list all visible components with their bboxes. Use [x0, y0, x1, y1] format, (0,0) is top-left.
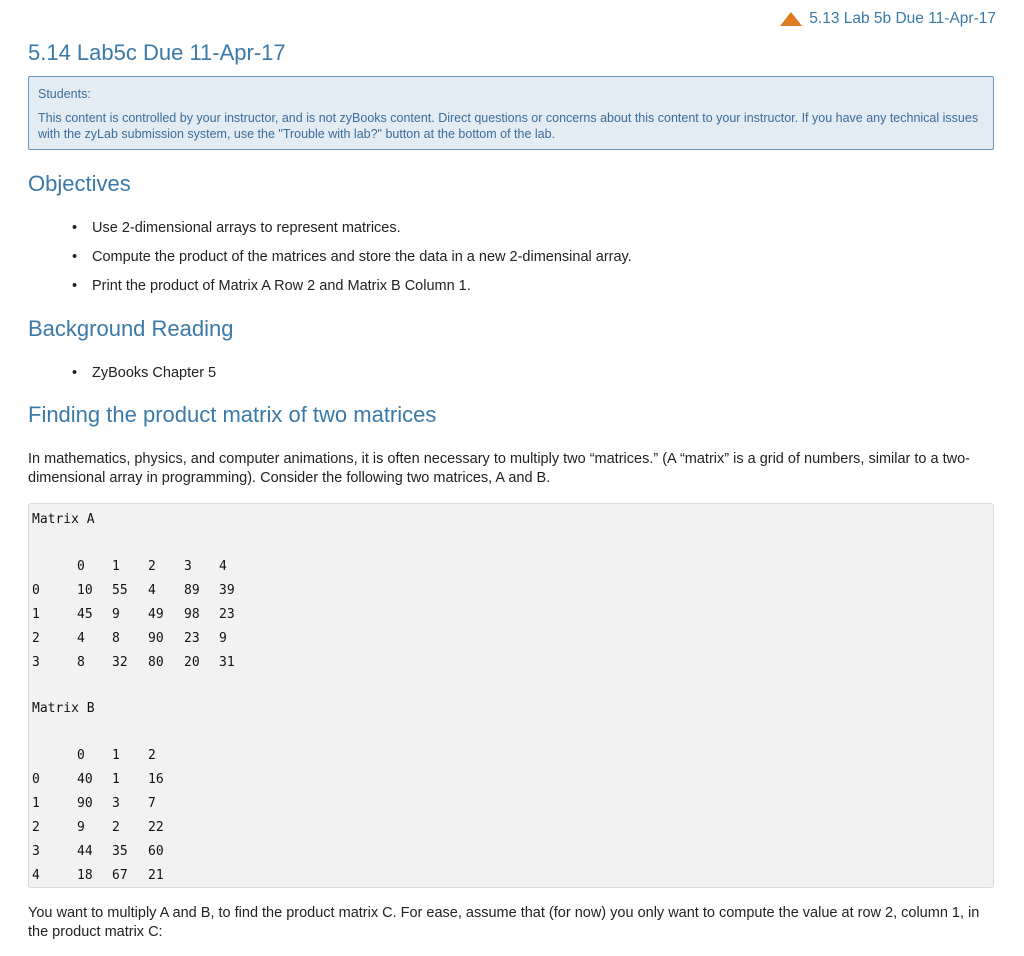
- matrix-a-cell: 8: [112, 631, 120, 646]
- matrix-b-label: Matrix B: [32, 701, 95, 716]
- matrix-a-cell: 32: [112, 655, 128, 670]
- product-matrix-heading: Finding the product matrix of two matrices: [28, 402, 437, 427]
- matrix-a-col-header: 0: [77, 559, 85, 574]
- matrix-b-cell: 44: [77, 844, 93, 859]
- matrix-b-cell: 9: [77, 820, 85, 835]
- matrix-b-cell: 1: [112, 772, 120, 787]
- background-reading-list: [72, 365, 216, 394]
- matrix-b-cell: 35: [112, 844, 128, 859]
- matrix-b-row-index: 2: [32, 820, 40, 835]
- matrix-a-cell: 8: [77, 655, 85, 670]
- matrix-a-cell: 31: [219, 655, 235, 670]
- matrix-a-cell: 23: [184, 631, 200, 646]
- matrix-a-cell: 9: [112, 607, 120, 622]
- matrix-a-row-index: 2: [32, 631, 40, 646]
- matrix-b-cell: 90: [77, 796, 93, 811]
- list-item: • Print the product of Matrix A Row 2 and Matrix B Column 1.: [72, 278, 632, 307]
- matrix-b-col-header: 0: [77, 748, 85, 763]
- matrix-b-cell: 40: [77, 772, 93, 787]
- matrix-b-row-index: 3: [32, 844, 40, 859]
- matrix-a-row-index: 1: [32, 607, 40, 622]
- matrix-a-cell: 98: [184, 607, 200, 622]
- matrix-a-row-index: 0: [32, 583, 40, 598]
- list-item: • Compute the product of the matrices and store the data in a new 2-dimensinal array.: [72, 249, 632, 278]
- matrix-b-cell: 7: [148, 796, 156, 811]
- outro-paragraph: You want to multiply A and B, to find the product matrix C. For ease, assume that (for now) you only want to compute the value at row 2, column 1, in the product matrix C:: [28, 905, 980, 940]
- matrix-a-cell: 39: [219, 583, 235, 598]
- matrix-a-cell: 23: [219, 607, 235, 622]
- matrix-a-cell: 89: [184, 583, 200, 598]
- matrix-b-row-index: 1: [32, 796, 40, 811]
- list-item: • Use 2-dimensional arrays to represent matrices.: [72, 220, 632, 249]
- background-reading-heading: Background Reading: [28, 316, 234, 341]
- matrix-b-row-index: 4: [32, 868, 40, 883]
- matrix-b-cell: 16: [148, 772, 164, 787]
- intro-paragraph: In mathematics, physics, and computer animations, it is often necessary to multiply two “matrices.” (A “matrix” is a grid of numbers, similar to a two-dimensional array in programming). Consider the following two matrices, A and B.: [28, 451, 971, 486]
- matrix-b-cell: 22: [148, 820, 164, 835]
- objectives-list: [72, 220, 632, 307]
- previous-lab-link-label[interactable]: 5.13 Lab 5b Due 11-Apr-17: [809, 10, 996, 27]
- matrix-a-cell: 9: [219, 631, 227, 646]
- matrix-a-col-header: 3: [184, 559, 192, 574]
- matrix-a-cell: 90: [148, 631, 164, 646]
- matrix-a-cell: 20: [184, 655, 200, 670]
- matrix-a-col-header: 4: [219, 559, 227, 574]
- previous-lab-link[interactable]: [779, 10, 996, 28]
- page-title: 5.14 Lab5c Due 11-Apr-17: [28, 40, 286, 65]
- objectives-heading: Objectives: [28, 171, 131, 196]
- matrix-b-cell: 67: [112, 868, 128, 883]
- matrix-a-cell: 4: [148, 583, 156, 598]
- matrix-b-row-index: 0: [32, 772, 40, 787]
- matrix-a-col-header: 1: [112, 559, 120, 574]
- matrix-code-block: [28, 503, 994, 888]
- warning-triangle-icon: [779, 11, 803, 27]
- matrix-a-row-index: 3: [32, 655, 40, 670]
- matrix-a-cell: 80: [148, 655, 164, 670]
- instructor-notice: [28, 76, 994, 150]
- matrix-a-label: Matrix A: [32, 512, 95, 527]
- matrix-a-col-header: 2: [148, 559, 156, 574]
- matrix-a-cell: 10: [77, 583, 93, 598]
- matrix-b-cell: 3: [112, 796, 120, 811]
- list-item: • ZyBooks Chapter 5: [72, 365, 216, 394]
- matrix-b-cell: 60: [148, 844, 164, 859]
- matrix-b-cell: 18: [77, 868, 93, 883]
- notice-body: This content is controlled by your instructor, and is not zyBooks content. Direct questions or concerns about this content to your instructor. If you have any technical issues with the zyLab submission system, use the "Trouble with lab?" button at the bottom of the lab.: [38, 111, 979, 141]
- matrix-b-cell: 21: [148, 868, 164, 883]
- matrix-a-cell: 45: [77, 607, 93, 622]
- notice-heading: Students:: [38, 87, 91, 101]
- matrix-b-cell: 2: [112, 820, 120, 835]
- matrix-a-cell: 49: [148, 607, 164, 622]
- matrix-a-cell: 4: [77, 631, 85, 646]
- matrix-b-col-header: 1: [112, 748, 120, 763]
- matrix-a-cell: 55: [112, 583, 128, 598]
- matrix-b-col-header: 2: [148, 748, 156, 763]
